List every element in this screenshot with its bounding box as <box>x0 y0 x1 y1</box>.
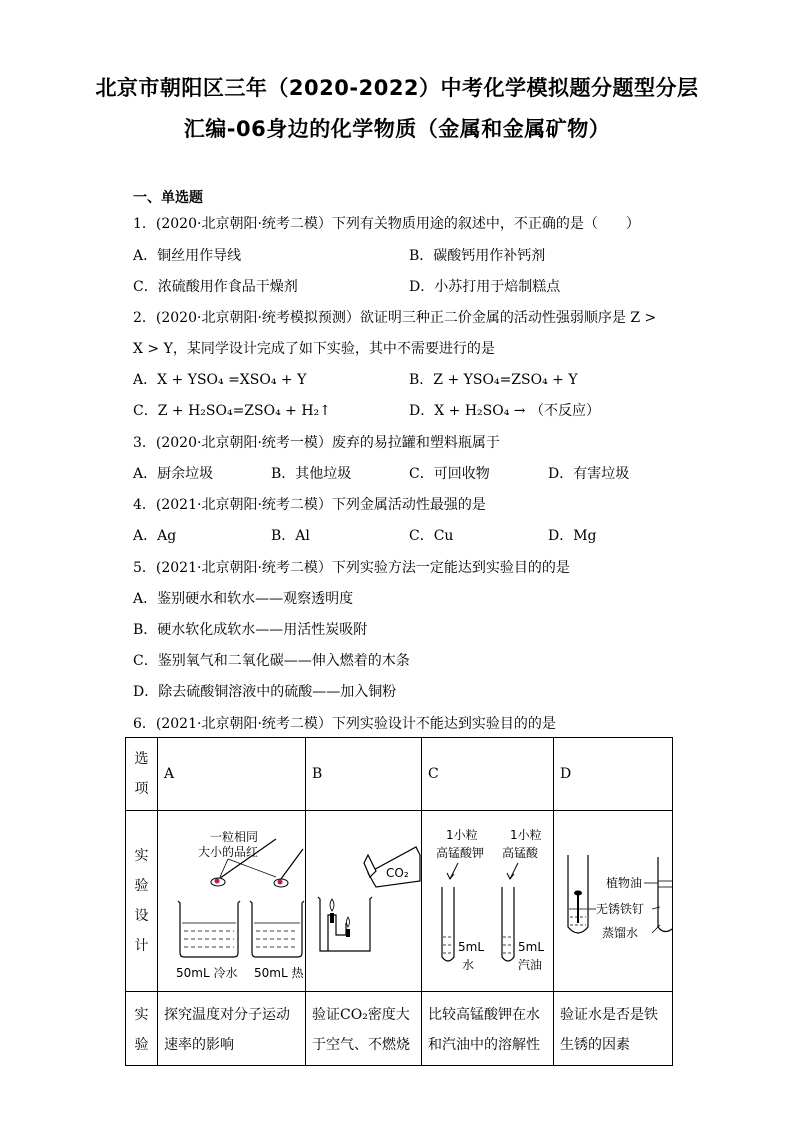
question-2-stem-line1: 2．(2020·北京朝阳·统考模拟预测）欲证明三种正二价金属的活动性强弱顺序是 Z > <box>133 310 657 326</box>
candle-upper <box>330 913 334 923</box>
figure-c-left-label1: 1小粒 <box>446 828 478 842</box>
column-a-header <box>158 738 306 811</box>
question-2-option-a: A．X + YSO₄ =XSO₄ + Y <box>133 372 307 388</box>
candle-lower <box>346 929 350 937</box>
figure-c-cell <box>422 811 554 992</box>
beaker-hot-label: 50mL 热 <box>254 966 304 980</box>
figure-b-co2-pour <box>306 811 421 987</box>
figure-c-right-label1: 1小粒 <box>510 828 542 842</box>
figure-d-oil-label: 植物油 <box>606 876 643 890</box>
question-3-option-d: D．有害垃圾 <box>548 466 630 482</box>
purpose-a: 探究温度对分子运动速率的影响 <box>164 1007 290 1053</box>
question-5-stem: 5．(2021·北京朝阳·统考二模）下列实验方法一定能达到实验目的的是 <box>133 560 570 576</box>
question-1-option-b: B．碳酸钙用作补钙剂 <box>409 248 546 264</box>
question-1-option-a: A．铜丝用作导线 <box>133 248 242 264</box>
figure-c-tube2-liquid: 汽油 <box>518 958 543 972</box>
figure-b-cell <box>306 811 422 992</box>
question-6-stem: 6．(2021·北京朝阳·统考二模）下列实验设计不能达到实验目的的是 <box>133 716 556 732</box>
purpose-a-cell <box>158 992 306 1066</box>
column-c-header <box>422 738 554 811</box>
question-3-option-a: A．厨余垃圾 <box>133 466 214 482</box>
test-tube-d-right <box>658 857 672 932</box>
question-5-option-c: C．鉴别氧气和二氧化碳——伸入燃着的木条 <box>133 653 410 669</box>
column-b-header <box>306 738 422 811</box>
question-4-option-c: C．Cu <box>409 528 454 544</box>
beaker-hot <box>250 901 304 957</box>
figure-b-gas-label: CO₂ <box>386 866 409 880</box>
question-5-option-a: A．鉴别硬水和软水——观察透明度 <box>133 591 354 607</box>
figure-c-tube2-volume: 5mL <box>518 940 545 954</box>
design-label-cell <box>126 811 158 992</box>
table-header-row <box>126 738 673 811</box>
figure-d-nail-label: 无锈铁钉 <box>596 902 645 916</box>
table-design-row <box>126 811 673 992</box>
figure-d-cell <box>554 811 673 992</box>
table-purpose-row <box>126 992 673 1066</box>
question-1-stem: 1．(2020·北京朝阳·统考二模）下列有关物质用途的叙述中，不正确的是（ ） <box>133 216 640 232</box>
question-3-stem: 3．(2020·北京朝阳·统考一模）废弃的易拉罐和塑料瓶属于 <box>133 435 500 451</box>
beaker-cold-label: 50mL 冷水 <box>176 966 238 980</box>
figure-c-tube1-volume: 5mL <box>458 940 485 954</box>
question-4-option-d: D．Mg <box>548 528 597 544</box>
purpose-d-cell <box>554 992 673 1066</box>
question-4-stem: 4．(2021·北京朝阳·统考二模）下列金属活动性最强的是 <box>133 497 486 513</box>
question-4-option-b: B．Al <box>271 528 310 544</box>
purpose-b: 验证CO₂密度大于空气、不燃烧 <box>312 1007 410 1053</box>
document-title-line2: 汇编-06身边的化学物质（金属和金属矿物） <box>183 117 611 141</box>
column-d-letter: D <box>560 766 572 782</box>
beaker-cold <box>178 901 240 957</box>
figure-a-beakers <box>158 811 305 987</box>
figure-c-left-label2: 高锰酸钾 <box>436 846 485 860</box>
figure-d-water-label: 蒸馏水 <box>602 926 639 940</box>
test-tube-gasoline <box>502 887 514 961</box>
column-d-header <box>554 738 673 811</box>
question-1-option-c: C．浓硫酸用作食品干燥剂 <box>133 279 298 295</box>
question-5-option-d: D．除去硫酸铜溶液中的硫酸——加入铜粉 <box>133 684 397 700</box>
purpose-label: 实验 <box>134 1007 149 1053</box>
column-c-letter: C <box>428 766 439 782</box>
question-4-option-a: A．Ag <box>133 528 177 544</box>
figure-d-iron-nail <box>554 811 672 987</box>
figure-a-cell <box>158 811 306 992</box>
flame-upper <box>330 899 334 911</box>
red-dye-left <box>215 879 220 884</box>
question-2-option-c: C．Z + H₂SO₄=ZSO₄ + H₂↑ <box>133 403 331 419</box>
figure-a-label2: 大小的品红 <box>198 845 259 859</box>
figure-c-right-label2: 高锰酸 <box>502 846 539 860</box>
header-label: 选项 <box>134 751 149 797</box>
section-heading: 一、单选题 <box>133 190 203 206</box>
figure-c-test-tubes <box>422 811 553 987</box>
figure-a-label1: 一粒相同 <box>210 830 259 844</box>
beaker-b <box>318 897 372 951</box>
question-3-option-c: C．可回收物 <box>409 466 490 482</box>
design-label: 实验设计 <box>134 848 149 954</box>
experiment-table <box>125 737 673 1066</box>
header-label-cell <box>126 738 158 811</box>
purpose-c: 比较高锰酸钾在水和汽油中的溶解性 <box>428 1007 540 1053</box>
question-2-option-d: D．X + H₂SO₄ → （不反应） <box>409 403 600 419</box>
column-a-letter: A <box>164 766 175 782</box>
document-title-line1: 北京市朝阳区三年（2020-2022）中考化学模拟题分题型分层 <box>95 76 699 100</box>
purpose-b-cell <box>306 992 422 1066</box>
purpose-label-cell <box>126 992 158 1066</box>
purpose-c-cell <box>422 992 554 1066</box>
question-2-stem-line2: X > Y，某同学设计完成了如下实验，其中不需要进行的是 <box>133 341 495 357</box>
flame-lower <box>347 917 350 927</box>
column-b-letter: B <box>312 766 323 782</box>
question-5-option-b: B．硬水软化成软水——用活性炭吸附 <box>133 622 368 638</box>
question-2-option-b: B．Z + YSO₄=ZSO₄ + Y <box>409 372 578 388</box>
question-3-option-b: B．其他垃圾 <box>271 466 352 482</box>
question-1-option-d: D．小苏打用于焙制糕点 <box>409 279 561 295</box>
test-tube-water <box>442 887 454 961</box>
figure-c-tube1-liquid: 水 <box>462 958 475 972</box>
spoon-right <box>278 849 303 883</box>
purpose-d: 验证水是否是铁生锈的因素 <box>560 1007 658 1053</box>
red-dye-right <box>278 880 283 885</box>
